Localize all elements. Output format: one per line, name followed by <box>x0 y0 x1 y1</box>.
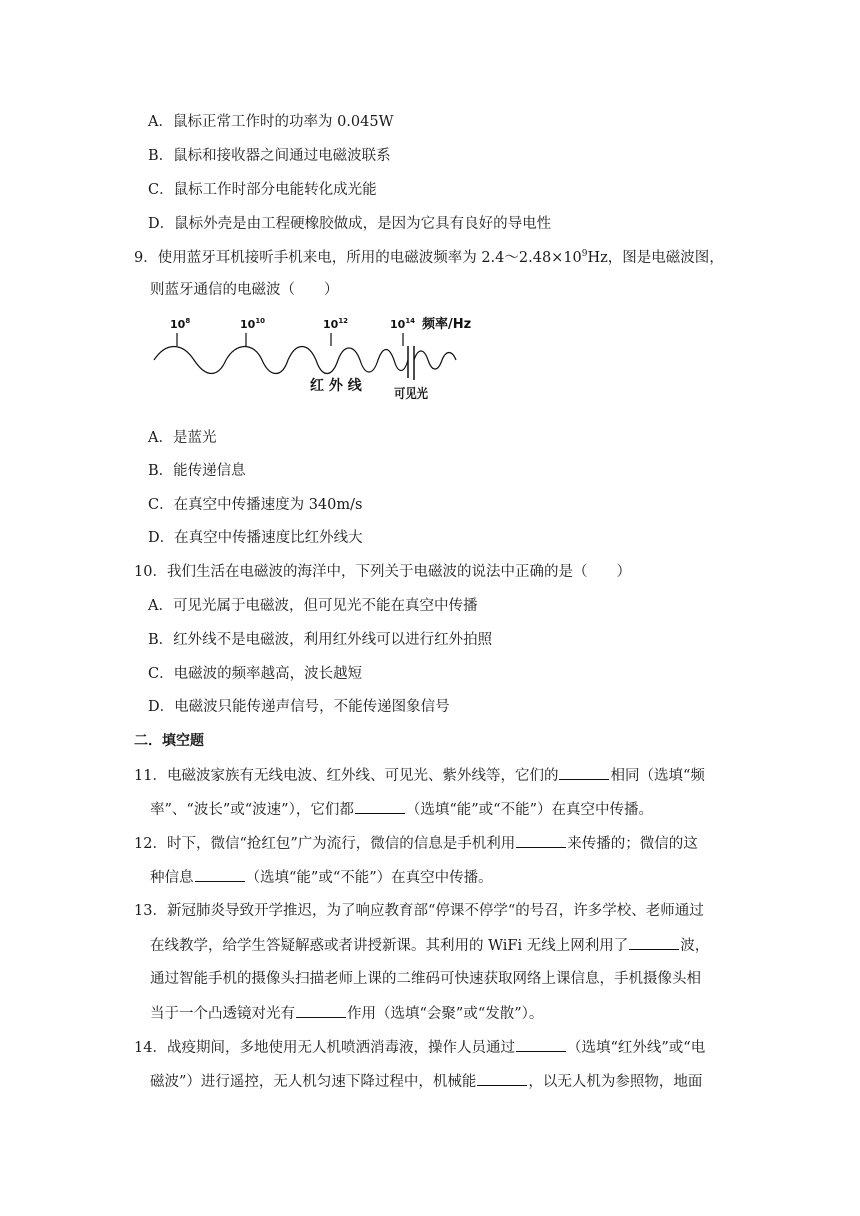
em-spectrum-figure <box>146 306 472 412</box>
q13-line3: 通过智能手机的摄像头扫描老师上课的二维码可快速获取网络上课信息，手机摄像头相 <box>150 971 701 987</box>
answer-blank <box>516 833 566 848</box>
frequency-axis-label: 频率/Hz <box>422 317 472 332</box>
q11-line1: 11．电磁波家族有无线电波、红外线、可见光、紫外线等，它们的 相同（选填“频 <box>134 765 705 786</box>
q12-line1: 12．时下，微信“抢红包”广为流行，微信的信息是手机利用 来传播的；微信的这 <box>134 833 698 854</box>
q9-option-c: C．在真空中传播速度为 340m/s <box>148 497 363 513</box>
visible-light-label: 可见光 <box>394 387 434 402</box>
answer-blank <box>516 1037 566 1052</box>
q10-stem: 10．我们生活在电磁波的海洋中，下列关于电磁波的说法中正确的是（ ） <box>134 564 631 580</box>
answer-blank <box>477 1071 527 1086</box>
tick-label-1e14: $10^{14}$ <box>390 317 416 331</box>
wave-curve-uv <box>414 351 456 369</box>
answer-blank <box>195 867 245 882</box>
q12-line2: 种信息 （选填“能”或“不能”）在真空中传播。 <box>150 867 493 888</box>
tick-label-1e10: $10^{10}$ <box>240 317 266 331</box>
answer-blank <box>355 799 405 814</box>
answer-blank <box>296 1003 346 1018</box>
tick-label-1e12: $10^{12}$ <box>323 317 349 331</box>
q11-line2: 率”、“波长”或“波速”），它们都 （选填“能”或“不能”）在真空中传播。 <box>150 799 653 820</box>
q9-option-d: D．在真空中传播速度比红外线大 <box>148 530 363 546</box>
section-heading-fill-blank: 二．填空题 <box>134 733 204 749</box>
answer-blank <box>629 935 679 950</box>
q13-line2: 在线教学，给学生答疑解惑或者讲授新课。其利用的 WiFi 无线上网利用了 波， <box>150 935 709 956</box>
q10-option-c: C．电磁波的频率越高，波长越短 <box>148 666 363 682</box>
q14-line2: 磁波”）进行遥控，无人机匀速下降过程中，机械能 ，以无人机为参照物，地面 <box>150 1071 702 1092</box>
q8-option-b: B．鼠标和接收器之间通过电磁波联系 <box>148 148 391 164</box>
q14-line1: 14．战疫期间，多地使用无人机喷洒消毒液，操作人员通过 （选填“红外线”或“电 <box>134 1037 705 1058</box>
q13-line4: 当于一个凸透镜对光有 作用（选填“会聚”或“发散”）。 <box>150 1003 543 1024</box>
q9-stem-line1: 9．使用蓝牙耳机接听手机来电，所用的电磁波频率为 $2.4\sim 2.48\times 10^9Hz$，图是电磁波图， <box>134 249 724 266</box>
wave-curve <box>154 347 408 374</box>
q10-option-a: A．可见光属于电磁波，但可见光不能在真空中传播 <box>148 598 478 614</box>
infrared-label: 红 外 线 <box>310 378 362 394</box>
q10-option-b: B．红外线不是电磁波，利用红外线可以进行红外拍照 <box>148 632 493 648</box>
q8-option-d: D．鼠标外壳是由工程硬橡胶做成，是因为它具有良好的导电性 <box>148 216 552 232</box>
q13-line1: 13．新冠肺炎导致开学推迟，为了响应教育部“停课不停学“的号召，许多学校、老师通过 <box>134 903 704 919</box>
q9-option-a: A．是蓝光 <box>148 430 217 446</box>
q8-option-a: A．鼠标正常工作时的功率为 0.045W <box>148 114 394 130</box>
q9-stem-line2: 则蓝牙通信的电磁波（ ） <box>150 282 339 298</box>
q9-option-b: B．能传递信息 <box>148 463 246 479</box>
q8-option-c: C．鼠标工作时部分电能转化成光能 <box>148 182 377 198</box>
answer-blank <box>559 765 609 780</box>
tick-label-1e8: $10^8$ <box>170 317 191 331</box>
q10-option-d: D．电磁波只能传递声信号，不能传递图象信号 <box>148 699 450 715</box>
